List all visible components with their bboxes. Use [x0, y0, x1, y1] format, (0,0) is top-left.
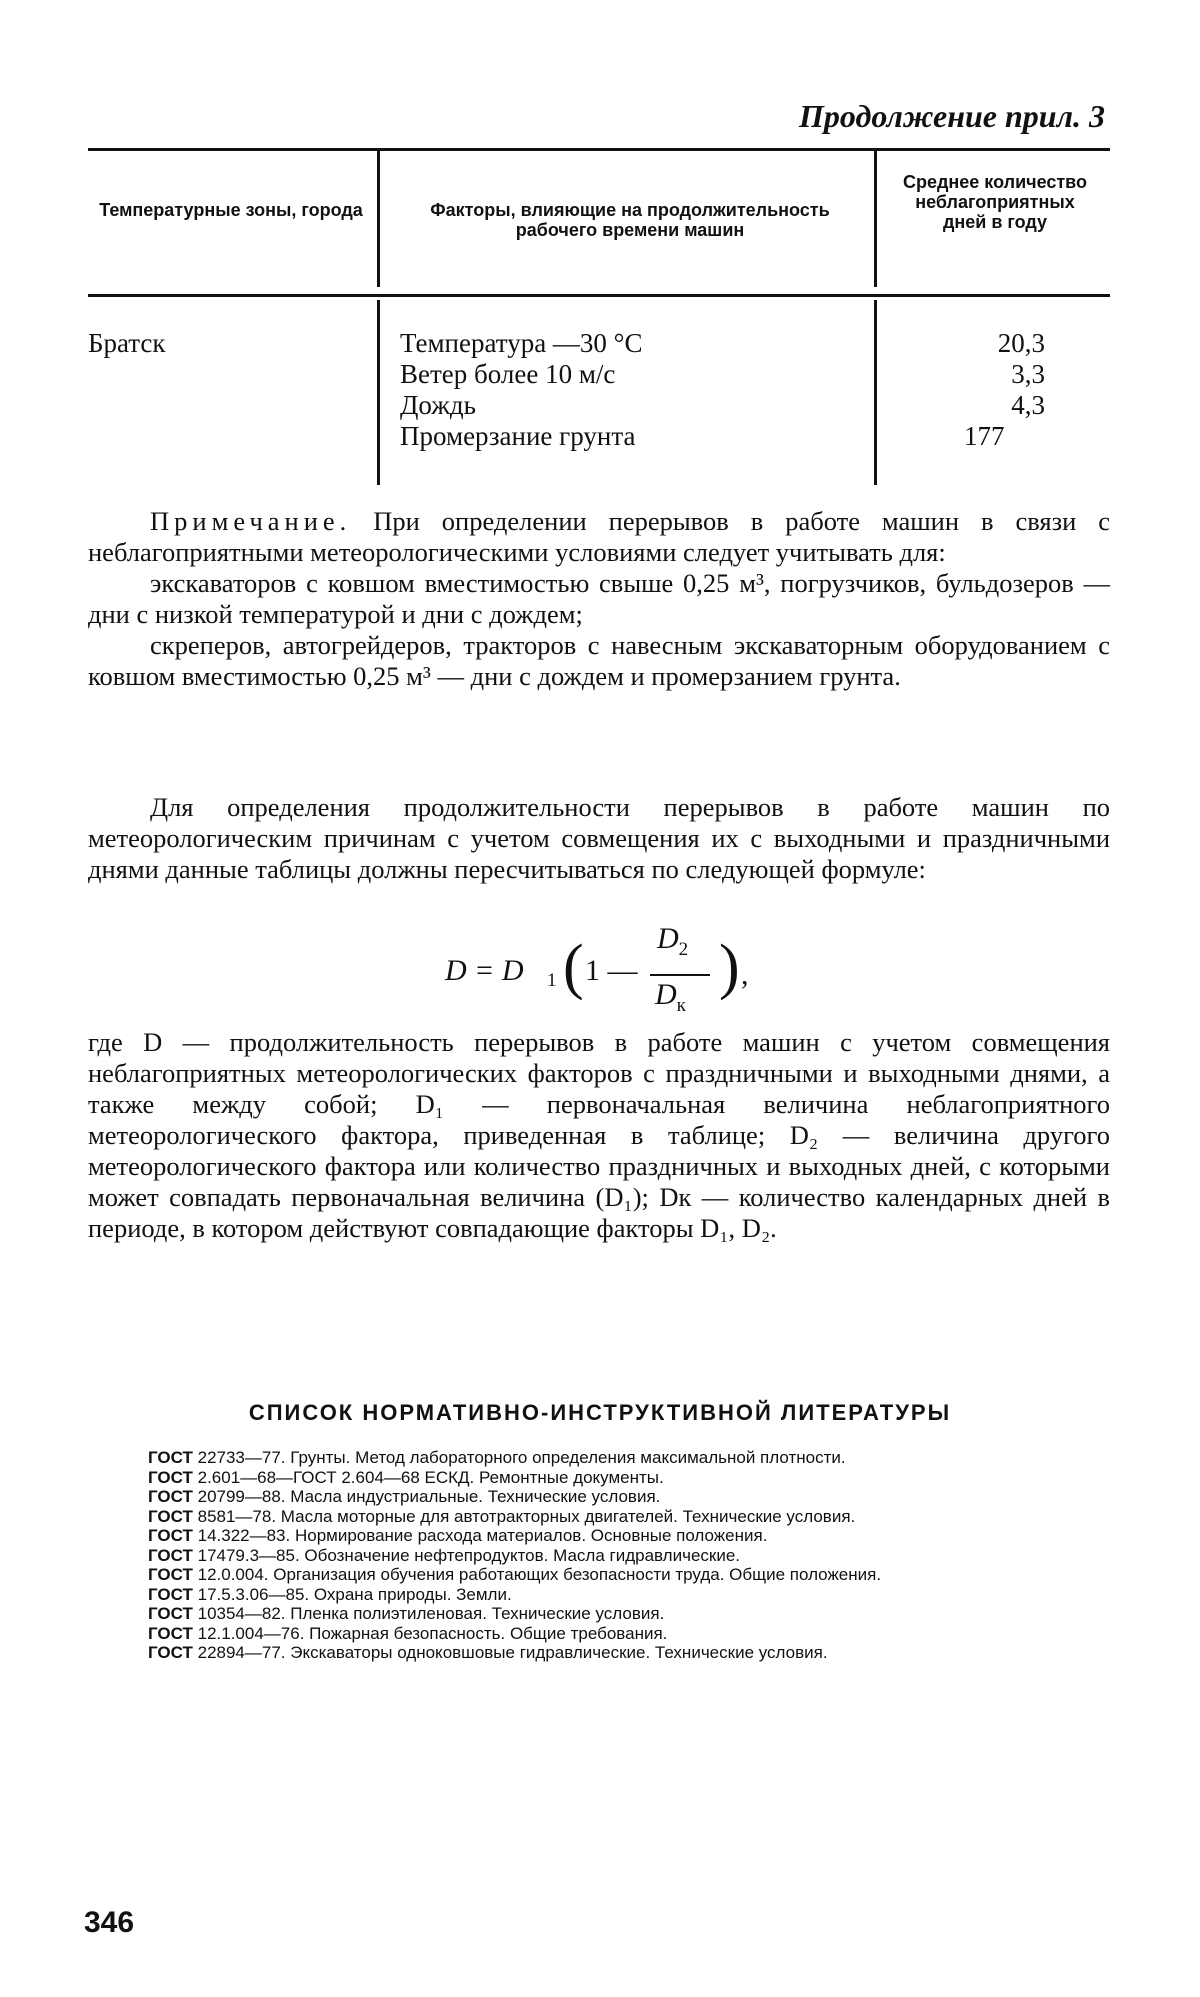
formula-tail: ,	[741, 958, 749, 991]
note-item-2: скреперов, автогрейдеров, тракторов с навесным экскаваторным оборудованием с ковшом вместимостью 0,25 м³ — дни с дождем и промерзанием грунта.	[88, 630, 1110, 691]
formula-intro-paragraph: Для определения продолжительности перерывов в работе машин по метеорологическим причинам с учетом совмещения их с выходными и праздничными днями данные таблицы должны пересчитываться по следующей формуле:	[88, 792, 1110, 884]
list-item: ГОСТ 17.5.3.06—85. Охрана природы. Земли.	[148, 1584, 512, 1604]
column-header-days: Среднее количество неблагоприятных дней в году	[902, 172, 1088, 232]
formula-definitions-paragraph: где D — продолжительность перерывов в работе машин с учетом совмещения неблагоприятных метеорологических факторов с праздничными и выходными днями, а также между собой; D₁ — первоначальная величина неблагоприятного метеорологического фактора, приведенная в таблице; D₂ — величина другого метеорологического фактора или количество праздничных и выходных дней, с которыми может совпадать первоначальная величина (D₁); Dк — количество календарных дней в периоде, в котором действуют совпадающие факторы D₁, D₂.	[88, 1027, 1110, 1243]
list-item: ГОСТ 12.1.004—76. Пожарная безопасность. Общие требования.	[148, 1623, 668, 1643]
days-cell: 177	[964, 421, 1005, 451]
note-label: Примечание.	[150, 506, 352, 536]
table-col-divider-2	[874, 151, 877, 287]
formula-numerator: $D_2$	[657, 922, 689, 960]
list-item: ГОСТ 2.601—68—ГОСТ 2.604—68 ЕСКД. Ремонтные документы.	[148, 1467, 664, 1487]
list-item: ГОСТ 8581—78. Масла моторные для автотракторных двигателей. Технические условия.	[148, 1506, 856, 1526]
note-intro: При определении перерывов в работе машин в связи с неблагоприятными метеорологическими условиями следует учитывать для:	[88, 506, 1111, 567]
table-col-divider-1-body	[377, 300, 380, 485]
list-item: ГОСТ 22894—77. Экскаваторы одноковшовые гидравлические. Технические условия.	[148, 1643, 828, 1662]
days-cell: 3,3	[1011, 359, 1045, 389]
days-cell: 20,3	[997, 328, 1045, 358]
page-number: 346	[84, 1906, 135, 1939]
factor-cell: Промерзание грунта	[400, 421, 636, 451]
note-item-1: экскаваторов с ковшом вместимостью свыше 0,25 м³, погрузчиков, бульдозеров — дни с низкой температурой и дни с дождем;	[88, 568, 1110, 629]
column-header-zones: Температурные зоны, города	[99, 200, 363, 220]
references-list	[88, 1448, 1110, 1663]
days-cell: 4,3	[1011, 390, 1045, 420]
factor-cell: Ветер более 10 м/с	[400, 359, 616, 389]
table-city: Братск	[88, 328, 166, 358]
formula-lhs: D = D	[445, 954, 524, 987]
formula-fraction-bar	[650, 974, 710, 976]
formula-denominator: $D_к$	[655, 978, 686, 1016]
formula-paren-left: (	[563, 933, 584, 1001]
table-header-rule	[88, 294, 1110, 297]
table-col-divider-2-body	[874, 300, 877, 485]
formula-sub-1: 1	[547, 970, 557, 991]
table-top-rule	[88, 148, 1110, 151]
formula	[445, 922, 755, 1022]
table-note	[88, 506, 1110, 692]
list-item: ГОСТ 14.322—83. Нормирование расхода материалов. Основные положения.	[148, 1526, 768, 1545]
formula-paren-right: )	[719, 933, 740, 1001]
references-title: СПИСОК НОРМАТИВНО-ИНСТРУКТИВНОЙ ЛИТЕРАТУРЫ	[248, 1400, 952, 1425]
list-item: ГОСТ 17479.3—85. Обозначение нефтепродуктов. Масла гидравлические.	[148, 1545, 741, 1565]
factor-cell: Температура —30 °С	[400, 328, 643, 358]
column-header-factors: Факторы, влияющие на продолжительность рабочего времени машин	[430, 200, 830, 240]
list-item: ГОСТ 10354—82. Пленка полиэтиленовая. Технические условия.	[148, 1604, 665, 1623]
list-item: ГОСТ 22733—77. Грунты. Метод лабораторного определения максимальной плотности.	[148, 1448, 846, 1467]
list-item: ГОСТ 20799—88. Масла индустриальные. Технические условия.	[148, 1487, 661, 1506]
list-item: ГОСТ 12.0.004. Организация обучения работающих безопасности труда. Общие положения.	[148, 1565, 882, 1584]
formula-one-minus: 1 —	[585, 954, 638, 987]
factor-cell: Дождь	[400, 390, 476, 420]
continued-caption: Продолжение прил. 3	[799, 98, 1105, 134]
table-col-divider-1	[377, 151, 380, 287]
